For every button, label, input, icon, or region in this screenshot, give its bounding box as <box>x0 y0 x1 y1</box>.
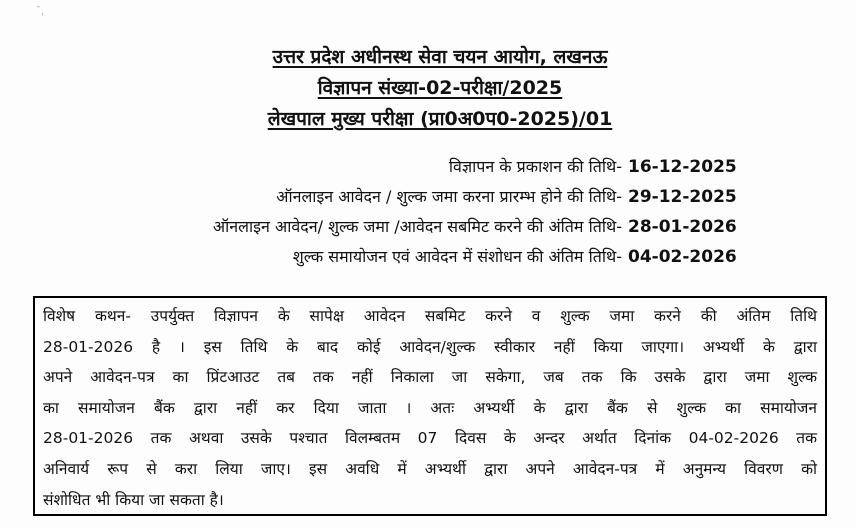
corner-mark: ˉˌ <box>36 6 44 17</box>
commission-title-text: उत्तर प्रदेश अधीनस्थ सेवा चयन आयोग, लखनऊ <box>272 46 608 68</box>
notice-line: संशोधित भी किया जा सकता है। <box>43 490 224 509</box>
date-value: 29-12-2025 <box>628 187 737 207</box>
notice-line: का समायोजन बैंक द्वारा नहीं कर दिया जाता । अतः अभ्यर्थी के द्वारा बैंक से शुल्क का समायोजन <box>43 398 817 417</box>
date-value: 28-01-2026 <box>628 217 737 237</box>
advertisement-number <box>150 73 730 104</box>
exam-title <box>150 104 730 135</box>
date-row-correction-last-date <box>100 242 737 272</box>
date-row-submission-last-date <box>100 212 737 242</box>
document-header <box>150 42 730 135</box>
date-label: ऑनलाइन आवेदन/ शुल्क जमा /आवेदन सबमिट करने की अंतिम तिथि- <box>212 217 622 236</box>
notice-line: अपने आवेदन-पत्र का प्रिंटआउट तब तक नहीं निकाला जा सकेगा, जब तक कि उसके द्वारा जमा शुल्क <box>43 368 817 387</box>
special-notice-box <box>33 296 827 516</box>
exam-title-text: लेखपाल मुख्य परीक्षा (प्रा0अ0प0-2025)/01 <box>267 108 613 130</box>
date-row-application-start <box>100 182 737 212</box>
date-row-publication <box>100 152 737 182</box>
date-value: 16-12-2025 <box>628 157 737 177</box>
important-dates <box>100 152 737 272</box>
date-label: शुल्क समायोजन एवं आवेदन में संशोधन की अंतिम तिथि- <box>292 247 622 266</box>
date-label: विज्ञापन के प्रकाशन की तिथि- <box>448 157 622 176</box>
commission-title <box>150 42 730 73</box>
notice-line: अनिवार्य रूप से करा लिया जाए। इस अवधि में अभ्यर्थी द्वारा अपने आवेदन-पत्र में अनुमन्य विवरण को <box>43 459 817 478</box>
advertisement-number-text: विज्ञापन संख्या-02-परीक्षा/2025 <box>317 77 563 99</box>
notice-line: 28-01-2026 तक अथवा उसके पश्चात विलम्बतम 07 दिवस के अन्दर अर्थात दिनांक 04-02-2026 तक <box>43 429 817 448</box>
date-value: 04-02-2026 <box>628 247 737 267</box>
notice-line: विशेष कथन- उपर्युक्त विज्ञापन के सापेक्ष आवेदन सबमिट करने व शुल्क जमा करने की अंतिम तिथि <box>43 307 817 325</box>
notice-line: 28-01-2026 है । इस तिथि के बाद कोई आवेदन/शुल्क स्वीकार नहीं किया जाएगा। अभ्यर्थी के द्वारा <box>43 337 817 356</box>
date-label: ऑनलाइन आवेदन / शुल्क जमा करना प्रारम्भ होने की तिथि- <box>276 187 622 206</box>
